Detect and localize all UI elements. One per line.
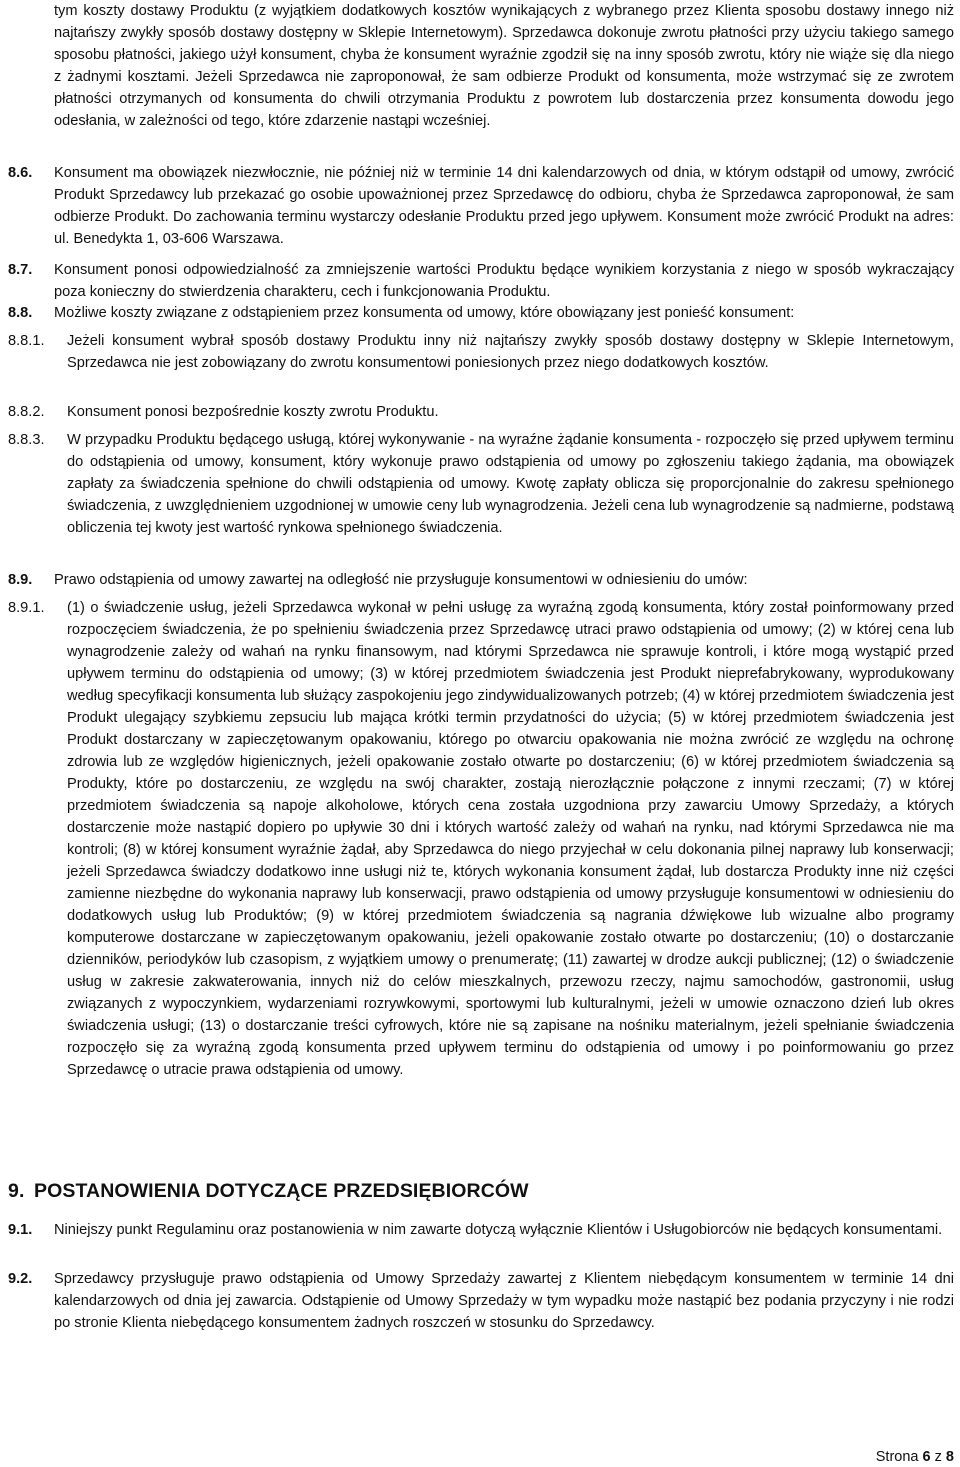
paragraph-text: W przypadku Produktu będącego usługą, której wykonywanie - na wyraźne żądanie konsumenta - rozpoczęło się przed upływem terminu do odstąpienia od umowy, konsument, który wykonuje prawo odstąpienia od umowy po zgłoszeniu takiego żądania, ma obowiązek zapłaty za świadczenia spełnione do chwili odstąpienia od umowy. Kwotę zapłaty oblicza się proporcjonalnie do zakresu spełnionego świadczenia, z uwzględnieniem uzgodnionej w umowie ceny lub wynagrodzenia. Jeżeli cena lub wynagrodzenie są nadmierne, podstawą obliczenia tej kwoty jest wartość rynkowa spełnionego świadczenia. [67, 432, 954, 536]
paragraph-8-9-1 [8, 597, 954, 1081]
paragraph-text: Prawo odstąpienia od umowy zawartej na odległość nie przysługuje konsumentowi w odniesieniu do umów: [54, 572, 748, 588]
paragraph-9-2 [8, 1268, 954, 1334]
paragraph-9-1 [8, 1219, 954, 1241]
paragraph-8-8 [8, 302, 954, 324]
paragraph-8-8-1 [8, 330, 954, 374]
page-footer [876, 1449, 954, 1465]
paragraph-8-9 [8, 569, 954, 591]
paragraph-text: Konsument ma obowiązek niezwłocznie, nie później niż w terminie 14 dni kalendarzowych od dnia, w którym odstąpił od umowy, zwrócić Produkt Sprzedawcy lub przekazać go osobie upoważnionej przez Sprzedawcę do odbioru, chyba że Sprzedawca zaproponował, że sam odbierze Produkt. Do zachowania terminu wystarczy odesłanie Produktu przed jego upływem. Konsument może zwrócić Produkt na adres: ul. Benedykta 1, 03-606 Warszawa. [54, 165, 954, 247]
page-total: 8 [945, 1449, 954, 1465]
section-heading [8, 1180, 529, 1203]
paragraph-8-8-3 [8, 429, 954, 539]
paragraph-8-8-2 [8, 401, 954, 423]
paragraph-text: Niniejszy punkt Regulaminu oraz postanowienia w nim zawarte dotyczą wyłącznie Klientów i Usługobiorców nie będących konsumentami. [54, 1222, 943, 1238]
paragraph-number: 9.2. [8, 1271, 33, 1287]
paragraph-number: 8.8. [8, 305, 33, 321]
paragraph-number: 8.8.2. [8, 404, 45, 420]
paragraph-8-5-continuation [54, 0, 954, 132]
page-current: 6 [922, 1449, 931, 1465]
paragraph-text: Możliwe koszty związane z odstąpieniem przez konsumenta od umowy, które obowiązany jest ponieść konsument: [54, 305, 795, 321]
section-title: POSTANOWIENIA DOTYCZĄCE PRZEDSIĘBIORCÓW [34, 1180, 529, 1202]
paragraph-text: tym koszty dostawy Produktu (z wyjątkiem dodatkowych kosztów wynikających z wybranego przez Klienta sposobu dostawy innego niż najtańszy zwykły sposób dostawy dostępny w Sklepie Internetowym). Sprzedawca dokonuje zwrotu płatności przy użyciu takiego samego sposobu płatności, jakiego użył konsument, chyba że konsument wyraźnie zgodził się na inny sposób zwrotu, który nie wiąże się dla niego z żadnymi kosztami. Jeżeli Sprzedawca nie zaproponował, że sam odbierze Produkt od konsumenta, może wstrzymać się ze zwrotem płatności otrzymanych od konsumenta do chwili otrzymania Produktu z powrotem lub dostarczenia przez konsumenta dowodu jego odesłania, w zależności od tego, które zdarzenie nastąpi wcześniej. [54, 3, 954, 129]
paragraph-number: 9.1. [8, 1222, 33, 1238]
paragraph-8-7 [8, 259, 954, 303]
paragraph-number: 8.9.1. [8, 600, 45, 616]
paragraph-text: Konsument ponosi bezpośrednie koszty zwrotu Produktu. [67, 404, 439, 420]
paragraph-number: 8.6. [8, 165, 33, 181]
section-number: 9. [8, 1180, 25, 1202]
paragraph-text: Jeżeli konsument wybrał sposób dostawy Produktu inny niż najtańszy zwykły sposób dostawy dostępny w Sklepie Internetowym, Sprzedawca nie jest zobowiązany do zwrotu konsumentowi poniesionych przez niego dodatkowych kosztów. [67, 333, 954, 371]
paragraph-text: Konsument ponosi odpowiedzialność za zmniejszenie wartości Produktu będące wynikiem korzystania z niego w sposób wykraczający poza konieczny do stwierdzenia charakteru, cech i funkcjonowania Produktu. [54, 262, 954, 300]
page-label: Strona [875, 1449, 919, 1465]
paragraph-text: Sprzedawcy przysługuje prawo odstąpienia od Umowy Sprzedaży zawartej z Klientem niebędącym konsumentem w terminie 14 dni kalendarzowych od dnia jej zawarcia. Odstąpienie od Umowy Sprzedaży w tym wypadku może nastąpić bez podania przyczyny i nie rodzi po stronie Klienta niebędącego konsumentem żadnych roszczeń w stosunku do Sprzedawcy. [54, 1271, 954, 1331]
paragraph-number: 8.8.1. [8, 333, 45, 349]
paragraph-8-6 [8, 162, 954, 250]
paragraph-number: 8.7. [8, 262, 33, 278]
page-separator: z [934, 1449, 942, 1465]
paragraph-number: 8.9. [8, 572, 33, 588]
paragraph-text: (1) o świadczenie usług, jeżeli Sprzedawca wykonał w pełni usługę za wyraźną zgodą konsumenta, który został poinformowany przed rozpoczęciem świadczenia, że po spełnieniu świadczenia przez Sprzedawcę utraci prawo odstąpienia od umowy; (2) w której cena lub wynagrodzenie zależy od wahań na rynku finansowym, nad którymi Sprzedawca nie sprawuje kontroli, i które mogą wystąpić przed upływem terminu do odstąpienia od umowy; (3) w której przedmiotem świadczenia jest Produkt nieprefabrykowany, wyprodukowany według specyfikacji konsumenta lub służący zaspokojeniu jego zindywidualizowanych potrzeb; (4) w której przedmiotem świadczenia jest Produkt ulegający szybkiemu zepsuciu lub mająca krótki termin przydatności do użycia; (5) w której przedmiotem świadczenia jest Produkt dostarczany w zapieczętowanym opakowaniu, którego po otwarciu opakowania nie można zwrócić ze względu na ochronę zdrowia lub ze względów higienicznych, jeżeli opakowanie zostało otwarte po dostarczeniu; (6) w której przedmiotem świadczenia są Produkty, które po dostarczeniu, ze względu na swój charakter, zostają nierozłącznie połączone z innymi rzeczami; (7) w której przedmiotem świadczenia są napoje alkoholowe, których cena została uzgodniona przy zawarciu Umowy Sprzedaży, a których dostarczenie może nastąpić dopiero po upływie 30 dni i których wartość zależy od wahań na rynku, nad którymi Sprzedawca nie ma kontroli; (8) w której konsument wyraźnie żądał, aby Sprzedawca do niego przyjechał w celu dokonania pilnej naprawy lub konserwacji; jeżeli Sprzedawca świadczy dodatkowo inne usługi niż te, których wykonania konsument żądał, lub dostarcza Produkty inne niż części zamienne niezbędne do wykonania naprawy lub konserwacji, prawo odstąpienia od umowy przysługuje konsumentowi w odniesieniu do dodatkowych usług lub Produktów; (9) w której przedmiotem świadczenia są nagrania dźwiękowe lub wizualne albo programy komputerowe dostarczane w zapieczętowanym opakowaniu, jeżeli opakowanie zostało otwarte po dostarczeniu; (10) o dostarczanie dzienników, periodyków lub czasopism, z wyjątkiem umowy o prenumeratę; (11) zawartej w drodze aukcji publicznej; (12) o świadczenie usług w zakresie zakwaterowania, innych niż do celów mieszkalnych, przewozu rzeczy, najmu samochodów, gastronomii, usług związanych z wypoczynkiem, wydarzeniami rozrywkowymi, sportowymi lub kulturalnymi, jeżeli w umowie oznaczono dzień lub okres świadczenia usługi; (13) o dostarczanie treści cyfrowych, które nie są zapisane na nośniku materialnym, jeżeli spełnianie świadczenia rozpoczęło się za wyraźną zgodą konsumenta przed upływem terminu do odstąpienia od umowy i po poinformowaniu go przez Sprzedawcę o utracie prawa odstąpienia od umowy. [67, 600, 954, 1078]
paragraph-number: 8.8.3. [8, 432, 45, 448]
